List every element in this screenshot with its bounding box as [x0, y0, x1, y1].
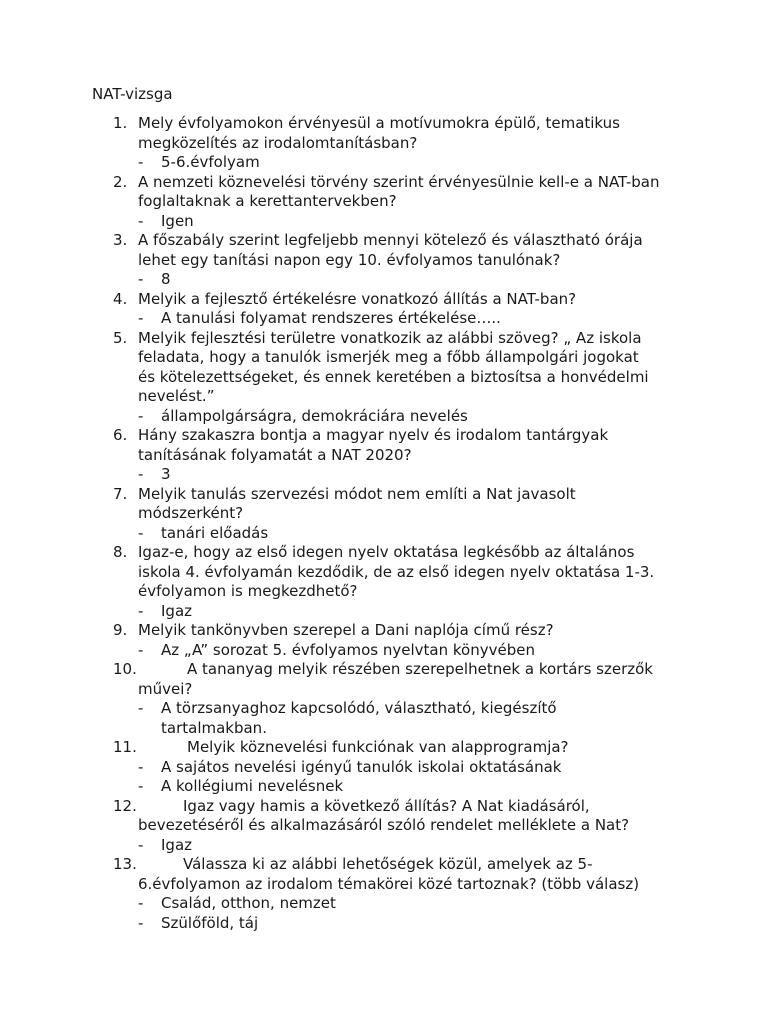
question-text: módszerként?	[138, 504, 244, 522]
dash-bullet: -	[138, 211, 144, 230]
question-text: művei?	[138, 679, 193, 698]
question-text: feladata, hogy a tanulók ismerjék meg a főbb állampolgári jogokat	[138, 348, 639, 366]
question-text: Igaz vagy hamis a következő állítás? A Nat kiadásáról,	[183, 796, 590, 815]
question-line	[0, 134, 768, 154]
question-line	[0, 446, 768, 466]
answer-line	[0, 758, 768, 778]
question-line	[0, 855, 768, 875]
question-line	[0, 387, 768, 407]
question-text: Melyik a fejlesztő értékelésre vonatkozó állítás a NAT-ban?	[138, 289, 577, 308]
question-line	[0, 173, 768, 193]
question-line	[0, 660, 768, 680]
question-number: 5.	[113, 328, 128, 347]
answer-line	[0, 212, 768, 232]
answer-line	[0, 524, 768, 544]
dash-bullet: -	[138, 777, 144, 795]
question-text: Mely évfolyamokon érvényesül a motívumokra épülő, tematikus	[138, 114, 620, 132]
answer-text: A tanulási folyamat rendszeres értékelése…..	[161, 309, 501, 327]
question-text: Melyik tankönyvben szerepel a Dani naplója című rész?	[138, 621, 554, 639]
dash-bullet: -	[138, 406, 144, 425]
question-line	[0, 485, 768, 505]
question-number: 13.	[113, 855, 137, 873]
question-line	[0, 348, 768, 368]
answer-line	[0, 719, 768, 739]
question-number: 4.	[113, 289, 128, 308]
answer-line	[0, 894, 768, 914]
answer-line	[0, 914, 768, 934]
question-line	[0, 504, 768, 524]
answer-text: tanári előadás	[161, 523, 269, 542]
answer-line	[0, 153, 768, 173]
question-number: 1.	[113, 114, 128, 132]
question-number: 8.	[113, 543, 128, 561]
answer-text: A sajátos nevelési igényű tanulók iskolai oktatásának	[161, 757, 562, 776]
answer-line	[0, 407, 768, 427]
question-line	[0, 543, 768, 563]
question-number: 10.	[113, 660, 137, 678]
dash-bullet: -	[138, 640, 144, 659]
question-number: 6.	[113, 426, 128, 444]
page-title: NAT-vizsga	[92, 85, 173, 103]
answer-line	[0, 465, 768, 485]
question-line	[0, 231, 768, 251]
answer-line	[0, 699, 768, 719]
question-list	[0, 114, 768, 933]
question-text: Hány szakaszra bontja a magyar nyelv és irodalom tantárgyak	[138, 426, 609, 444]
question-text: A tananyag melyik részében szerepelhetnek a kortárs szerzők	[187, 660, 653, 678]
question-number: 2.	[113, 172, 128, 191]
question-text: Válassza ki az alábbi lehetőségek közül, amelyek az 5-	[183, 855, 593, 873]
dash-bullet: -	[138, 270, 144, 288]
question-text: nevelést.”	[138, 387, 215, 405]
answer-line	[0, 602, 768, 622]
question-number: 11.	[113, 738, 137, 756]
dash-bullet: -	[138, 309, 144, 327]
answer-text: Szülőföld, táj	[161, 913, 259, 932]
question-text: évfolyamon is megkezdhető?	[138, 582, 358, 600]
dash-bullet: -	[138, 523, 144, 542]
answer-text: A törzsanyaghoz kapcsolódó, választható, kiegészítő	[161, 699, 557, 717]
question-line	[0, 251, 768, 271]
answer-text: 5-6.évfolyam	[161, 153, 260, 171]
question-number: 12.	[113, 796, 137, 815]
question-line	[0, 738, 768, 758]
answer-line	[0, 777, 768, 797]
question-text: iskola 4. évfolyamán kezdődik, de az első idegen nyelv oktatása 1-3.	[138, 562, 655, 581]
answer-line	[0, 641, 768, 661]
dash-bullet: -	[138, 894, 144, 912]
answer-text: 8	[161, 270, 171, 288]
answer-text: Igen	[161, 211, 194, 230]
question-line	[0, 368, 768, 388]
question-line	[0, 680, 768, 700]
question-text: és kötelezettségeket, és ennek keretében a biztosítsa a honvédelmi	[138, 367, 649, 386]
dash-bullet: -	[138, 757, 144, 776]
question-text: A nemzeti köznevelési törvény szerint érvényesülnie kell-e a NAT-ban	[138, 172, 660, 191]
answer-text: Igaz	[161, 601, 193, 620]
question-text: tanításának folyamatát a NAT 2020?	[138, 445, 412, 464]
dash-bullet: -	[138, 465, 144, 483]
answer-line	[0, 836, 768, 856]
question-line	[0, 192, 768, 212]
question-line	[0, 875, 768, 895]
question-line	[0, 290, 768, 310]
answer-text: tartalmakban.	[161, 718, 267, 737]
question-line	[0, 426, 768, 446]
dash-bullet: -	[138, 699, 144, 717]
question-text: foglaltaknak a kerettantervekben?	[138, 192, 397, 210]
question-line	[0, 563, 768, 583]
answer-text: Család, otthon, nemzet	[161, 894, 336, 912]
answer-text: Az „A” sorozat 5. évfolyamos nyelvtan könyvében	[161, 640, 535, 659]
question-line	[0, 114, 768, 134]
question-line	[0, 582, 768, 602]
dash-bullet: -	[138, 835, 144, 854]
question-text: Igaz-e, hogy az első idegen nyelv oktatása legkésőbb az általános	[138, 543, 635, 561]
question-line	[0, 816, 768, 836]
question-number: 9.	[113, 621, 128, 639]
answer-text: 3	[161, 465, 171, 483]
dash-bullet: -	[138, 601, 144, 620]
question-text: Melyik köznevelési funkciónak van alapprogramja?	[187, 738, 569, 756]
question-text: bevezetéséről és alkalmazásáról szóló rendelet melléklete a Nat?	[138, 816, 630, 834]
dash-bullet: -	[138, 153, 144, 171]
question-text: A főszabály szerint legfeljebb mennyi kötelező és választható órája	[138, 231, 643, 249]
answer-line	[0, 270, 768, 290]
question-line	[0, 329, 768, 349]
dash-bullet: -	[138, 913, 144, 932]
answer-text: állampolgárságra, demokráciára nevelés	[161, 406, 468, 425]
answer-line	[0, 309, 768, 329]
question-text: megközelítés az irodalomtanításban?	[138, 133, 418, 152]
question-line	[0, 797, 768, 817]
question-text: 6.évfolyamon az irodalom témakörei közé tartoznak? (több válasz)	[138, 874, 640, 893]
question-line	[0, 621, 768, 641]
question-number: 7.	[113, 484, 128, 503]
question-text: Melyik fejlesztési területre vonatkozik az alábbi szöveg? „ Az iskola	[138, 328, 642, 347]
question-text: lehet egy tanítási napon egy 10. évfolyamos tanulónak?	[138, 250, 561, 269]
question-text: Melyik tanulás szervezési módot nem említi a Nat javasolt	[138, 484, 576, 503]
answer-text: Igaz	[161, 835, 193, 854]
question-number: 3.	[113, 231, 128, 249]
answer-text: A kollégiumi nevelésnek	[161, 777, 344, 795]
